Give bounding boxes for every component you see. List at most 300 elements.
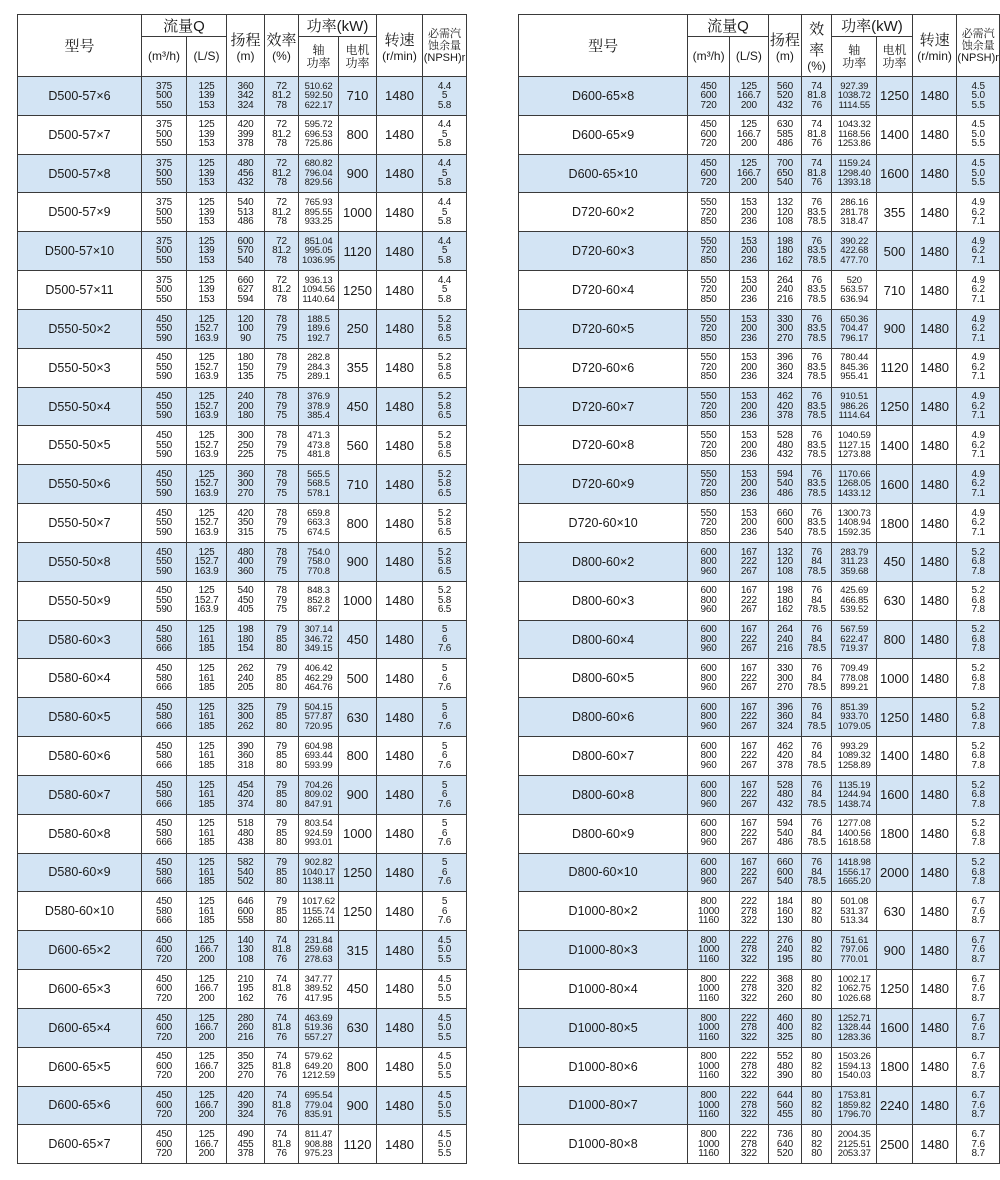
shaft-power-cell: 1043.32 1168.56 1253.86 [832,115,877,154]
shaft-power-cell: 851.04 995.05 1036.95 [299,232,339,271]
efficiency-cell: 74 81.8 76 [265,970,299,1009]
npsh-cell: 5.2 6.8 7.8 [957,542,1000,581]
head-cell: 300 250 225 [227,426,265,465]
model-cell: D550-50×7 [18,504,142,543]
npsh-cell: 5.2 6.8 7.8 [957,698,1000,737]
npsh-cell: 5 6 7.6 [423,620,467,659]
head-cell: 276 240 195 [768,931,801,970]
motor-power-cell: 1800 [877,1047,913,1086]
shaft-power-cell: 471.3 473.8 481.8 [299,426,339,465]
efficiency-cell: 80 82 80 [802,1047,832,1086]
table-row [519,892,1000,931]
flow-m3h-cell: 450 600 720 [688,154,730,193]
head-cell: 490 455 378 [227,1125,265,1164]
speed-cell: 1480 [377,271,423,310]
shaft-power-cell: 927.39 1038.72 1114.55 [832,77,877,116]
npsh-cell: 5.2 6.8 7.8 [957,620,1000,659]
flow-ls-cell: 153 200 236 [729,193,768,232]
flow-ls-cell: 125 152.7 163.9 [187,542,227,581]
speed-cell: 1480 [377,1086,423,1125]
model-cell: D1000-80×6 [519,1047,688,1086]
motor-power-cell: 800 [339,504,377,543]
model-cell: D800-60×9 [519,814,688,853]
header-npsh: 必需汽 蚀余量 (NPSH)r [957,15,1000,77]
flow-ls-cell: 153 200 236 [729,232,768,271]
head-cell: 262 240 205 [227,659,265,698]
model-cell: D600-65×8 [519,77,688,116]
model-cell: D800-60×6 [519,698,688,737]
motor-power-cell: 1250 [877,970,913,1009]
shaft-power-cell: 1002.17 1062.75 1026.68 [832,970,877,1009]
head-cell: 198 180 154 [227,620,265,659]
header-motor-power: 电机 功率 [339,37,377,77]
npsh-cell: 5.2 5.8 6.5 [423,504,467,543]
speed-cell: 1480 [912,348,957,387]
flow-m3h-cell: 450 580 666 [142,698,187,737]
model-cell: D720-60×9 [519,465,688,504]
efficiency-cell: 80 82 80 [802,892,832,931]
npsh-cell: 4.5 5.0 5.5 [957,115,1000,154]
head-cell: 330 300 270 [768,309,801,348]
efficiency-cell: 72 81.2 78 [265,154,299,193]
table-row [18,309,467,348]
flow-m3h-cell: 450 550 590 [142,348,187,387]
flow-ls-cell: 153 200 236 [729,504,768,543]
table-row [18,1125,467,1164]
header-motor-power: 电机 功率 [877,37,913,77]
flow-m3h-cell: 600 800 960 [688,581,730,620]
head-cell: 360 342 324 [227,77,265,116]
flow-m3h-cell: 800 1000 1160 [688,892,730,931]
flow-ls-cell: 125 139 153 [187,77,227,116]
header-head-unit: (m) [775,48,794,63]
head-cell: 528 480 432 [768,775,801,814]
efficiency-cell: 76 83.5 78.5 [802,426,832,465]
npsh-cell: 5.2 5.8 6.5 [423,542,467,581]
flow-ls-cell: 125 161 185 [187,775,227,814]
shaft-power-cell: 501.08 531.37 513.34 [832,892,877,931]
motor-power-cell: 2500 [877,1125,913,1164]
npsh-cell: 4.5 5.0 5.5 [957,154,1000,193]
head-cell: 460 400 325 [768,1008,801,1047]
flow-ls-cell: 222 278 322 [729,1125,768,1164]
motor-power-cell: 800 [339,737,377,776]
efficiency-cell: 76 83.5 78.5 [802,504,832,543]
speed-cell: 1480 [377,775,423,814]
efficiency-cell: 76 84 78.5 [802,853,832,892]
flow-m3h-cell: 375 500 550 [142,77,187,116]
efficiency-cell: 74 81.8 76 [802,154,832,193]
head-cell: 594 540 486 [768,814,801,853]
speed-cell: 1480 [912,115,957,154]
motor-power-cell: 1800 [877,504,913,543]
model-cell: D550-50×9 [18,581,142,620]
model-cell: D720-60×7 [519,387,688,426]
speed-cell: 1480 [912,737,957,776]
model-cell: D720-60×6 [519,348,688,387]
model-cell: D800-60×7 [519,737,688,776]
table-row [18,1047,467,1086]
header-head-unit: (m) [236,48,255,63]
head-cell: 480 400 360 [227,542,265,581]
flow-ls-cell: 222 278 322 [729,1047,768,1086]
motor-power-cell: 1600 [877,1008,913,1047]
speed-cell: 1480 [377,309,423,348]
npsh-cell: 4.5 5.0 5.5 [423,931,467,970]
shaft-power-cell: 286.16 281.78 318.47 [832,193,877,232]
head-cell: 198 180 162 [768,232,801,271]
flow-m3h-cell: 800 1000 1160 [688,1047,730,1086]
header-flow-m3h: (m³/h) [142,37,187,77]
motor-power-cell: 1600 [877,465,913,504]
flow-m3h-cell: 450 600 720 [688,77,730,116]
table-row [18,542,467,581]
shaft-power-cell: 1503.26 1594.13 1540.03 [832,1047,877,1086]
flow-m3h-cell: 550 720 850 [688,232,730,271]
flow-m3h-cell: 450 600 720 [688,115,730,154]
flow-m3h-cell: 550 720 850 [688,309,730,348]
speed-cell: 1480 [912,504,957,543]
speed-cell: 1480 [912,232,957,271]
model-cell: D500-57×8 [18,154,142,193]
flow-ls-cell: 125 166.7 200 [187,931,227,970]
npsh-cell: 4.4 5 5.8 [423,232,467,271]
table-row [519,387,1000,426]
speed-cell: 1480 [912,775,957,814]
head-cell: 644 560 455 [768,1086,801,1125]
efficiency-cell: 74 81.8 76 [265,931,299,970]
motor-power-cell: 630 [877,581,913,620]
flow-ls-cell: 125 152.7 163.9 [187,581,227,620]
head-cell: 660 627 594 [227,271,265,310]
shaft-power-cell: 704.26 809.02 847.91 [299,775,339,814]
head-cell: 210 195 162 [227,970,265,1009]
efficiency-cell: 76 84 78.5 [802,659,832,698]
npsh-cell: 5.2 6.8 7.8 [957,814,1000,853]
head-cell: 528 480 432 [768,426,801,465]
flow-ls-cell: 167 222 267 [729,542,768,581]
efficiency-cell: 76 83.5 78.5 [802,348,832,387]
flow-m3h-cell: 450 600 720 [142,1047,187,1086]
npsh-cell: 5 6 7.6 [423,775,467,814]
efficiency-cell: 72 81.2 78 [265,115,299,154]
efficiency-cell: 76 84 78.5 [802,814,832,853]
head-cell: 120 100 90 [227,309,265,348]
flow-m3h-cell: 550 720 850 [688,387,730,426]
shaft-power-cell: 902.82 1040.17 1138.11 [299,853,339,892]
speed-cell: 1480 [377,542,423,581]
model-cell: D720-60×4 [519,271,688,310]
speed-cell: 1480 [912,1086,957,1125]
table-row [519,814,1000,853]
flow-m3h-cell: 450 550 590 [142,426,187,465]
efficiency-cell: 74 81.8 76 [265,1125,299,1164]
model-cell: D1000-80×5 [519,1008,688,1047]
flow-m3h-cell: 600 800 960 [688,775,730,814]
shaft-power-cell: 851.39 933.70 1079.05 [832,698,877,737]
speed-cell: 1480 [377,853,423,892]
flow-ls-cell: 167 222 267 [729,814,768,853]
header-efficiency-unit: (%) [272,48,291,63]
shaft-power-cell: 1277.08 1400.56 1618.58 [832,814,877,853]
shaft-power-cell: 579.62 649.20 1212.59 [299,1047,339,1086]
efficiency-cell: 78 79 75 [265,504,299,543]
header-efficiency [802,15,832,77]
table-row [18,931,467,970]
motor-power-cell: 900 [877,309,913,348]
flow-ls-cell: 125 161 185 [187,737,227,776]
shaft-power-cell: 650.36 704.47 796.17 [832,309,877,348]
shaft-power-cell: 307.14 346.72 349.15 [299,620,339,659]
motor-power-cell: 1250 [339,271,377,310]
shaft-power-cell: 406.42 462.29 464.76 [299,659,339,698]
motor-power-cell: 1000 [339,581,377,620]
npsh-cell: 4.9 6.2 7.1 [957,309,1000,348]
model-cell: D600-65×6 [18,1086,142,1125]
flow-ls-cell: 125 161 185 [187,659,227,698]
head-cell: 264 240 216 [768,620,801,659]
header-flow: 流量Q [142,15,227,37]
header-speed [912,15,957,77]
motor-power-cell: 800 [877,620,913,659]
table-row [519,426,1000,465]
efficiency-cell: 76 83.5 78.5 [802,465,832,504]
flow-ls-cell: 125 161 185 [187,698,227,737]
speed-cell: 1480 [912,659,957,698]
table-row [18,348,467,387]
flow-ls-cell: 167 222 267 [729,659,768,698]
model-cell: D800-60×10 [519,853,688,892]
head-cell: 360 300 270 [227,465,265,504]
npsh-cell: 6.7 7.6 8.7 [957,1086,1000,1125]
speed-cell: 1480 [377,892,423,931]
model-cell: D1000-80×7 [519,1086,688,1125]
speed-cell: 1480 [377,465,423,504]
head-cell: 280 260 216 [227,1008,265,1047]
head-cell: 368 320 260 [768,970,801,1009]
shaft-power-cell: 567.59 622.47 719.37 [832,620,877,659]
motor-power-cell: 450 [339,970,377,1009]
motor-power-cell: 560 [339,426,377,465]
motor-power-cell: 355 [877,193,913,232]
speed-cell: 1480 [377,620,423,659]
motor-power-cell: 1400 [877,115,913,154]
table-row [519,970,1000,1009]
head-cell: 330 300 270 [768,659,801,698]
model-cell: D580-60×8 [18,814,142,853]
header-model: 型号 [519,15,688,77]
model-cell: D800-60×5 [519,659,688,698]
header-head [227,15,265,77]
npsh-cell: 5 6 7.6 [423,853,467,892]
model-cell: D600-65×3 [18,970,142,1009]
speed-cell: 1480 [912,1008,957,1047]
head-cell: 420 399 378 [227,115,265,154]
flow-m3h-cell: 600 800 960 [688,542,730,581]
motor-power-cell: 1000 [877,659,913,698]
table-row [18,77,467,116]
flow-m3h-cell: 450 600 720 [142,970,187,1009]
flow-m3h-cell: 450 550 590 [142,387,187,426]
flow-ls-cell: 125 166.7 200 [187,1047,227,1086]
npsh-cell: 5.2 5.8 6.5 [423,348,467,387]
motor-power-cell: 630 [877,892,913,931]
model-cell: D600-65×5 [18,1047,142,1086]
efficiency-cell: 78 79 75 [265,309,299,348]
flow-ls-cell: 153 200 236 [729,465,768,504]
head-cell: 480 456 432 [227,154,265,193]
speed-cell: 1480 [377,1047,423,1086]
efficiency-cell: 76 83.5 78.5 [802,232,832,271]
speed-cell: 1480 [912,892,957,931]
shaft-power-cell: 659.8 663.3 674.5 [299,504,339,543]
head-cell: 198 180 162 [768,581,801,620]
header-speed-unit: (r/min) [917,48,952,63]
npsh-cell: 4.9 6.2 7.1 [957,426,1000,465]
npsh-cell: 4.5 5.0 5.5 [423,1125,467,1164]
table-body-right [519,77,1000,1164]
efficiency-cell: 78 79 75 [265,581,299,620]
speed-cell: 1480 [377,1125,423,1164]
pump-table-right [518,14,1000,1164]
efficiency-cell: 79 85 80 [265,853,299,892]
flow-ls-cell: 125 139 153 [187,193,227,232]
shaft-power-cell: 347.77 389.52 417.95 [299,970,339,1009]
flow-m3h-cell: 550 720 850 [688,465,730,504]
flow-ls-cell: 125 152.7 163.9 [187,465,227,504]
motor-power-cell: 800 [339,115,377,154]
table-row [18,970,467,1009]
npsh-cell: 5.2 5.8 6.5 [423,581,467,620]
efficiency-cell: 80 82 80 [802,970,832,1009]
head-cell: 560 520 432 [768,77,801,116]
efficiency-cell: 76 83.5 78.5 [802,387,832,426]
flow-ls-cell: 222 278 322 [729,1008,768,1047]
npsh-cell: 4.9 6.2 7.1 [957,387,1000,426]
model-cell: D550-50×3 [18,348,142,387]
npsh-cell: 4.9 6.2 7.1 [957,193,1000,232]
speed-cell: 1480 [377,698,423,737]
speed-cell: 1480 [912,931,957,970]
flow-ls-cell: 167 222 267 [729,775,768,814]
model-cell: D580-60×5 [18,698,142,737]
npsh-cell: 4.9 6.2 7.1 [957,504,1000,543]
model-cell: D500-57×11 [18,271,142,310]
motor-power-cell: 2000 [877,853,913,892]
efficiency-cell: 79 85 80 [265,659,299,698]
shaft-power-cell: 376.9 378.9 385.4 [299,387,339,426]
shaft-power-cell: 680.82 796.04 829.56 [299,154,339,193]
npsh-cell: 4.4 5 5.8 [423,154,467,193]
table-row [18,1008,467,1047]
motor-power-cell: 250 [339,309,377,348]
motor-power-cell: 2240 [877,1086,913,1125]
flow-ls-cell: 125 166.7 200 [187,1086,227,1125]
motor-power-cell: 800 [339,1047,377,1086]
flow-m3h-cell: 600 800 960 [688,737,730,776]
flow-m3h-cell: 550 720 850 [688,426,730,465]
speed-cell: 1480 [377,504,423,543]
shaft-power-cell: 1135.19 1244.94 1438.74 [832,775,877,814]
flow-ls-cell: 125 139 153 [187,154,227,193]
flow-m3h-cell: 450 580 666 [142,814,187,853]
efficiency-cell: 78 79 75 [265,542,299,581]
model-cell: D800-60×4 [519,620,688,659]
flow-m3h-cell: 550 720 850 [688,193,730,232]
table-row [519,1125,1000,1164]
table-row [18,659,467,698]
npsh-cell: 5.2 5.8 6.5 [423,387,467,426]
header-speed [377,15,423,77]
model-cell: D600-65×10 [519,154,688,193]
motor-power-cell: 710 [877,271,913,310]
efficiency-cell: 79 85 80 [265,698,299,737]
npsh-cell: 4.5 5.0 5.5 [423,1008,467,1047]
header-speed-label: 转速 [384,31,415,49]
efficiency-cell: 78 79 75 [265,465,299,504]
efficiency-cell: 74 81.8 76 [265,1086,299,1125]
flow-ls-cell: 125 161 185 [187,853,227,892]
npsh-cell: 5.2 6.8 7.8 [957,853,1000,892]
npsh-cell: 5.2 5.8 6.5 [423,426,467,465]
header-flow: 流量Q [688,15,769,37]
head-cell: 518 480 438 [227,814,265,853]
flow-m3h-cell: 800 1000 1160 [688,931,730,970]
shaft-power-cell: 709.49 778.08 899.21 [832,659,877,698]
shaft-power-cell: 751.61 797.06 770.01 [832,931,877,970]
table-row [519,620,1000,659]
flow-m3h-cell: 450 580 666 [142,659,187,698]
speed-cell: 1480 [912,814,957,853]
efficiency-cell: 80 82 80 [802,1008,832,1047]
npsh-cell: 5 6 7.6 [423,892,467,931]
flow-m3h-cell: 375 500 550 [142,154,187,193]
table-row [18,232,467,271]
header-efficiency-label: 效率 [266,31,297,49]
table-row [519,154,1000,193]
shaft-power-cell: 283.79 311.23 359.68 [832,542,877,581]
efficiency-cell: 79 85 80 [265,775,299,814]
flow-ls-cell: 125 166.7 200 [187,1008,227,1047]
flow-m3h-cell: 375 500 550 [142,271,187,310]
efficiency-cell: 76 83.5 78.5 [802,193,832,232]
header-head [768,15,801,77]
flow-ls-cell: 125 161 185 [187,620,227,659]
efficiency-cell: 80 82 80 [802,1086,832,1125]
header-efficiency-unit: (%) [807,59,826,73]
model-cell: D500-57×7 [18,115,142,154]
head-cell: 736 640 520 [768,1125,801,1164]
flow-m3h-cell: 375 500 550 [142,232,187,271]
speed-cell: 1480 [377,193,423,232]
shaft-power-cell: 1017.62 1155.74 1265.11 [299,892,339,931]
speed-cell: 1480 [377,232,423,271]
speed-cell: 1480 [912,77,957,116]
efficiency-cell: 79 85 80 [265,737,299,776]
motor-power-cell: 630 [339,698,377,737]
header-power: 功率(kW) [299,15,377,37]
header-speed-label: 转速 [919,31,950,49]
npsh-cell: 5 6 7.6 [423,814,467,853]
shaft-power-cell: 1300.73 1408.94 1592.35 [832,504,877,543]
head-cell: 396 360 324 [768,698,801,737]
head-cell: 582 540 502 [227,853,265,892]
motor-power-cell: 1600 [877,775,913,814]
model-cell: D600-65×2 [18,931,142,970]
speed-cell: 1480 [912,698,957,737]
shaft-power-cell: 510.62 592.50 622.17 [299,77,339,116]
shaft-power-cell: 803.54 924.59 993.01 [299,814,339,853]
